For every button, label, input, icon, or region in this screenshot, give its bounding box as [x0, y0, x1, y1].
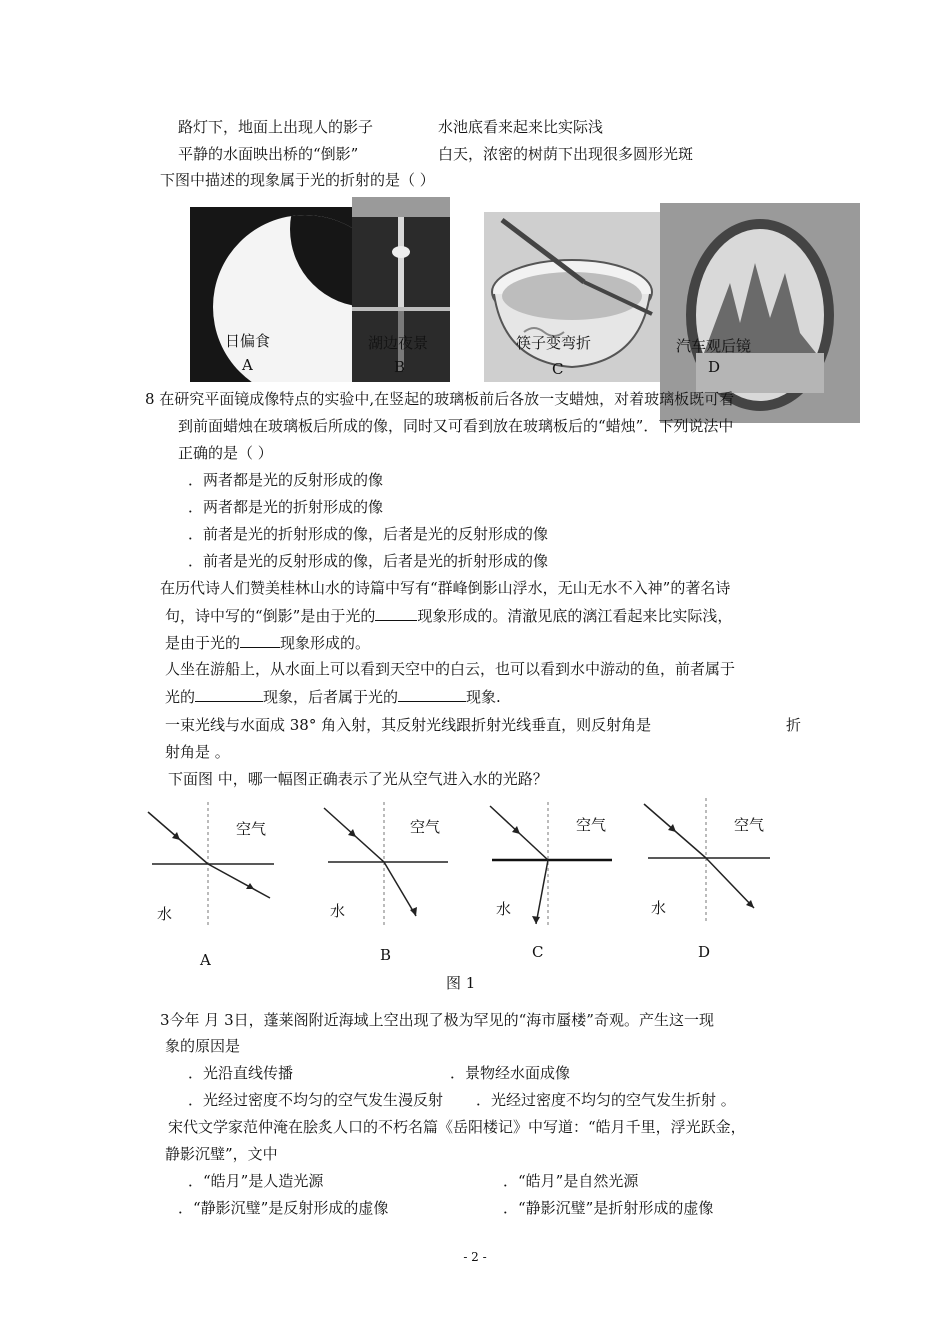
option-light-spots: 白天，浓密的树荫下出现很多圆形光斑	[438, 145, 694, 163]
option-bridge-reflection: 平静的水面映出桥的“倒影”	[178, 145, 359, 163]
diagram-c-air-label: 空气	[576, 816, 607, 834]
yueyang-option-2: ．“皓月”是自然光源	[503, 1172, 639, 1190]
yueyang-line1: 宋代文学家范仲淹在脍炙人口的不朽名篇《岳阳楼记》中写道：“皓月千里，浮光跃金，	[168, 1118, 746, 1136]
yueyang-line2: 静影沉璧”，文中	[165, 1145, 278, 1163]
angle-line1: 一束光线与水面成 38° 角入射，其反射光线跟折射光线垂直，则反射角是	[165, 716, 652, 734]
boat-line2	[165, 687, 501, 706]
boat-line2-start: 光的	[165, 688, 196, 706]
mirage-line1: 3今年 月 3日，蓬莱阁附近海域上空出现了极为罕见的“海市蜃楼”奇观。产生这一现	[160, 1011, 714, 1029]
diagram-letter-b: B	[380, 946, 392, 964]
poem-line2-end: 现象形成的。清澈见底的漓江看起来比实际浅，	[417, 607, 733, 625]
diagram-letter-a: A	[200, 951, 211, 969]
boat-line2-end: 现象.	[466, 688, 501, 706]
q8-line2: 到前面蜡烛在玻璃板后所成的像，同时又可看到放在玻璃板后的“蜡烛”．下列说法中	[178, 417, 734, 435]
poem-blank-2[interactable]	[240, 633, 280, 648]
boat-line1: 人坐在游船上，从水面上可以看到天空中的白云，也可以看到水中游动的鱼，前者属于	[165, 660, 736, 678]
mirage-option-3: ．光经过密度不均匀的空气发生漫反射	[188, 1091, 444, 1109]
poem-line3	[165, 633, 370, 652]
poem-line2-start: 句，诗中写的“倒影”是由于光的	[165, 607, 376, 625]
figure-caption: 图 1	[446, 974, 476, 992]
poem-blank-1[interactable]	[375, 606, 417, 621]
page-number: - 2 -	[463, 1250, 487, 1264]
poem-line3-end: 现象形成的。	[280, 634, 371, 652]
q8-option-4: ．前者是光的反射形成的像，后者是光的折射形成的像	[188, 552, 549, 570]
angle-line2: 射角是 。	[165, 743, 230, 761]
diagram-letter-d: D	[698, 943, 711, 961]
photo-letter-d: D	[708, 358, 721, 376]
q8-option-2: ．两者都是光的折射形成的像	[188, 498, 384, 516]
mirage-line2: 象的原因是	[165, 1037, 241, 1055]
yueyang-option-3: ．“静影沉璧”是反射形成的虚像	[178, 1199, 389, 1217]
photo-caption-lake: 湖边夜景	[368, 334, 429, 352]
photo-caption-eclipse: 日偏食	[225, 332, 271, 350]
q8-option-3: ．前者是光的折射形成的像，后者是光的反射形成的像	[188, 525, 549, 543]
mirage-option-1: ．光沿直线传播	[188, 1064, 294, 1082]
photo-bent-chopsticks	[484, 212, 660, 382]
photo-caption-mirror: 汽车观后镜	[676, 337, 752, 355]
poem-line1: 在历代诗人们赞美桂林山水的诗篇中写有“群峰倒影山浮水，无山无水不入神”的著名诗	[160, 579, 731, 597]
diagram-a-air-label: 空气	[236, 820, 267, 838]
mirage-option-4: ．光经过密度不均匀的空气发生折射 。	[476, 1091, 736, 1109]
poem-line3-start: 是由于光的	[165, 634, 241, 652]
diagram-c-water-label: 水	[496, 900, 512, 918]
poem-line2	[165, 606, 732, 625]
photo-letter-c: C	[552, 360, 564, 378]
photo-lake-night	[352, 197, 450, 382]
diagram-b-air-label: 空气	[410, 818, 441, 836]
yueyang-option-4: ．“静影沉璧”是折射形成的虚像	[503, 1199, 714, 1217]
diagram-letter-c: C	[532, 943, 544, 961]
q8-line3: 正确的是（ ）	[178, 444, 273, 462]
q8-line1: 8 在研究平面镜成像特点的实验中,在竖起的玻璃板前后各放一支蜡烛，对着玻璃板既可看	[145, 390, 735, 408]
diagram-a-water-label: 水	[157, 905, 173, 923]
mirage-option-2: ．景物经水面成像	[450, 1064, 571, 1082]
option-shadow: 路灯下，地面上出现人的影子	[178, 118, 374, 136]
boat-line2-mid: 现象，后者属于光的	[263, 688, 399, 706]
question-refraction-stem: 下图中描述的现象属于光的折射的是（ ）	[160, 171, 435, 189]
photo-caption-chopsticks: 筷子变弯折	[516, 334, 592, 352]
diagram-b-water-label: 水	[330, 902, 346, 920]
boat-blank-1[interactable]	[195, 687, 263, 702]
diagram-d-air-label: 空气	[734, 816, 765, 834]
diagram-d-water-label: 水	[651, 899, 667, 917]
yueyang-option-1: ．“皓月”是人造光源	[188, 1172, 324, 1190]
photo-letter-b: B	[394, 358, 406, 376]
option-pool-shallow: 水池底看来起来比实际浅	[438, 118, 604, 136]
path-stem: 下面图 中，哪一幅图正确表示了光从空气进入水的光路？	[168, 770, 548, 788]
boat-blank-2[interactable]	[398, 687, 466, 702]
angle-line1-end: 折	[786, 716, 802, 734]
photo-letter-a: A	[242, 356, 253, 374]
q8-option-1: ．两者都是光的反射形成的像	[188, 471, 384, 489]
